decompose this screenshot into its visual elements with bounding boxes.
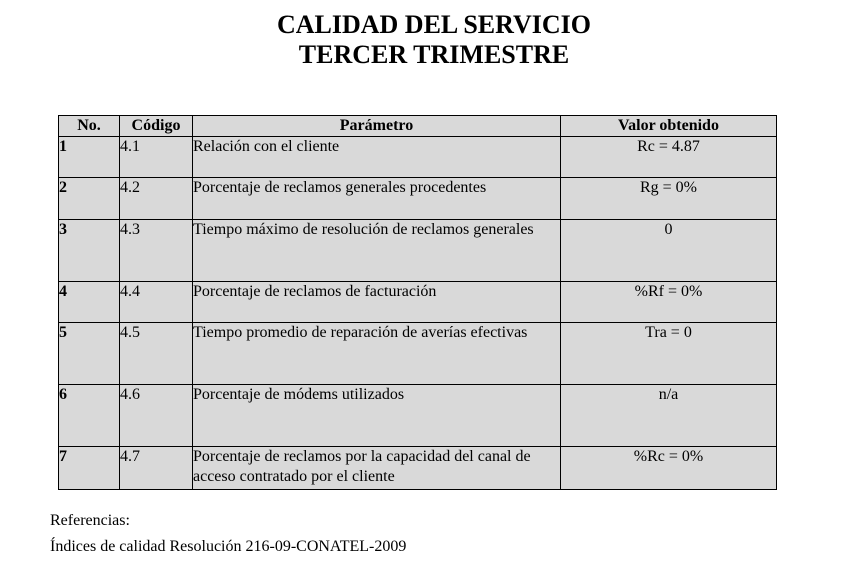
header-no: No. bbox=[59, 116, 120, 137]
table-row bbox=[59, 282, 777, 323]
row-parameter: Porcentaje de módems utilizados bbox=[193, 385, 561, 447]
row-code: 4.4 bbox=[120, 282, 193, 323]
table-row bbox=[59, 220, 777, 282]
document-title-line-1 bbox=[0, 10, 858, 40]
title-line-2-text: TERCER TRIMESTRE bbox=[298, 40, 570, 69]
table-row bbox=[59, 385, 777, 447]
row-value: %Rc = 0% bbox=[561, 447, 777, 490]
row-code: 4.5 bbox=[120, 323, 193, 385]
table-row bbox=[59, 447, 777, 490]
row-value: %Rf = 0% bbox=[561, 282, 777, 323]
title-line-1-text: CALIDAD DEL SERVICIO bbox=[276, 10, 592, 39]
row-number: 7 bbox=[59, 447, 120, 490]
row-number: 5 bbox=[59, 323, 120, 385]
row-code: 4.3 bbox=[120, 220, 193, 282]
header-code: Código bbox=[120, 116, 193, 137]
row-parameter: Porcentaje de reclamos de facturación bbox=[193, 282, 561, 323]
table-row bbox=[59, 137, 777, 178]
row-parameter: Porcentaje de reclamos generales procedentes bbox=[193, 178, 561, 220]
row-code: 4.2 bbox=[120, 178, 193, 220]
document-title-line-2 bbox=[0, 40, 858, 70]
service-quality-table bbox=[58, 115, 777, 490]
row-value: Rc = 4.87 bbox=[561, 137, 777, 178]
row-parameter: Tiempo promedio de reparación de averías efectivas bbox=[193, 323, 561, 385]
row-value: 0 bbox=[561, 220, 777, 282]
row-value: Rg = 0% bbox=[561, 178, 777, 220]
references-text: Índices de calidad Resolución 216-09-CONATEL-2009 bbox=[50, 538, 407, 555]
table-row bbox=[59, 178, 777, 220]
header-value: Valor obtenido bbox=[561, 116, 777, 137]
row-number: 6 bbox=[59, 385, 120, 447]
row-number: 3 bbox=[59, 220, 120, 282]
row-value: Tra = 0 bbox=[561, 323, 777, 385]
row-number: 4 bbox=[59, 282, 120, 323]
row-parameter: Tiempo máximo de resolución de reclamos generales bbox=[193, 220, 561, 282]
row-code: 4.7 bbox=[120, 447, 193, 490]
header-parameter: Parámetro bbox=[193, 116, 561, 137]
table-row bbox=[59, 323, 777, 385]
row-parameter: Relación con el cliente bbox=[193, 137, 561, 178]
row-parameter: Porcentaje de reclamos por la capacidad del canal de acceso contratado por el cliente bbox=[193, 447, 561, 490]
references-label: Referencias: bbox=[50, 512, 130, 529]
row-number: 1 bbox=[59, 137, 120, 178]
table-header-row bbox=[59, 116, 777, 137]
row-value: n/a bbox=[561, 385, 777, 447]
row-code: 4.6 bbox=[120, 385, 193, 447]
row-code: 4.1 bbox=[120, 137, 193, 178]
row-number: 2 bbox=[59, 178, 120, 220]
